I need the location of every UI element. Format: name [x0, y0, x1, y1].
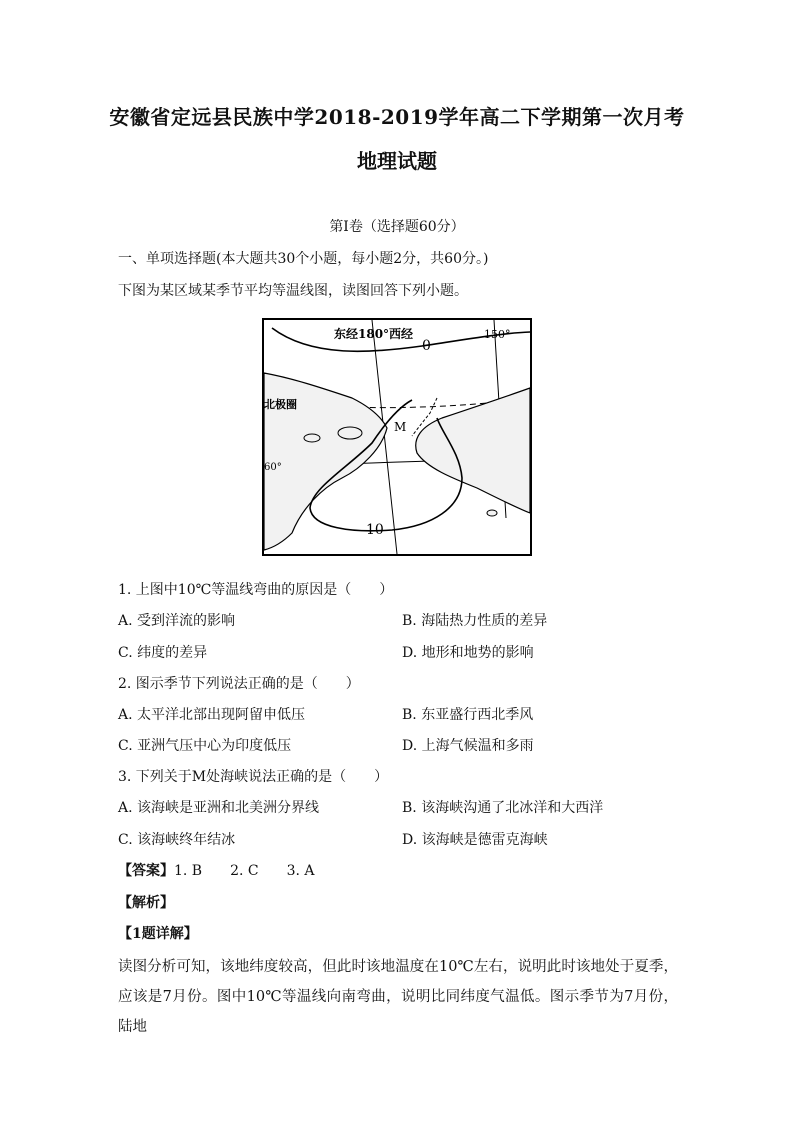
label-isotherm-10: 10 [366, 522, 384, 538]
detail-paragraph: 读图分析可知，该地纬度较高，但此时该地温度在10℃左右，说明此时该地处于夏季，应该是7月份。图中10℃等温线向南弯曲，说明比同纬度气温低。图示季节为7月份，陆地 [118, 959, 678, 1035]
isotherm-map [262, 318, 532, 556]
answer-values: 1. B 2. C 3. A [174, 863, 315, 879]
document-subtitle: 地理试题 [357, 149, 437, 173]
question-intro: 下图为某区域某季节平均等温线图，读图回答下列小题。 [118, 283, 468, 299]
island [338, 427, 362, 439]
question-2-option-b[interactable]: B. 东亚盛行西北季风 [402, 707, 534, 723]
part-heading: 一、单项选择题(本大题共30个小题，每小题2分，共60分。) [118, 251, 489, 267]
label-150: 150° [484, 328, 511, 341]
label-meridian: 东经180°西经 [334, 327, 414, 341]
question-3-option-c[interactable]: C. 该海峡终年结冰 [118, 832, 236, 848]
question-2-option-d[interactable]: D. 上海气候温和多雨 [402, 738, 534, 754]
question-1-option-b[interactable]: B. 海陆热力性质的差异 [402, 613, 548, 629]
question-2-stem: 2. 图示季节下列说法正确的是（ ） [118, 676, 360, 692]
volume-heading: 第Ⅰ卷（选择题60分） [329, 219, 465, 235]
analysis-label: 【解析】 [118, 895, 174, 911]
question-3-option-a[interactable]: A. 该海峡是亚洲和北美洲分界线 [118, 800, 320, 816]
label-arctic-circle: 北极圈 [264, 398, 297, 411]
question-3-option-d[interactable]: D. 该海峡是德雷克海峡 [402, 832, 548, 848]
question-1-option-a[interactable]: A. 受到洋流的影响 [118, 613, 236, 629]
label-M: M [394, 420, 407, 434]
question-3-option-b[interactable]: B. 该海峡沟通了北冰洋和大西洋 [402, 800, 604, 816]
answer-label: 【答案】 [118, 863, 174, 879]
island [487, 510, 497, 516]
document-title: 安徽省定远县民族中学2018-2019学年高二下学期第一次月考 [109, 105, 685, 129]
question-1-option-d[interactable]: D. 地形和地势的影响 [402, 645, 534, 661]
label-60: 60° [264, 462, 282, 473]
answer-line [118, 861, 315, 881]
question-1-option-c[interactable]: C. 纬度的差异 [118, 645, 208, 661]
detail-label: 【1题详解】 [118, 926, 198, 942]
question-2-option-c[interactable]: C. 亚洲气压中心为印度低压 [118, 738, 292, 754]
question-3-stem: 3. 下列关于M处海峡说法正确的是（ ） [118, 769, 389, 785]
island [304, 434, 320, 442]
question-1-stem: 1. 上图中10℃等温线弯曲的原因是（ ） [118, 582, 394, 598]
question-2-option-a[interactable]: A. 太平洋北部出现阿留申低压 [118, 707, 306, 723]
label-isotherm-0: 0 [422, 338, 431, 354]
